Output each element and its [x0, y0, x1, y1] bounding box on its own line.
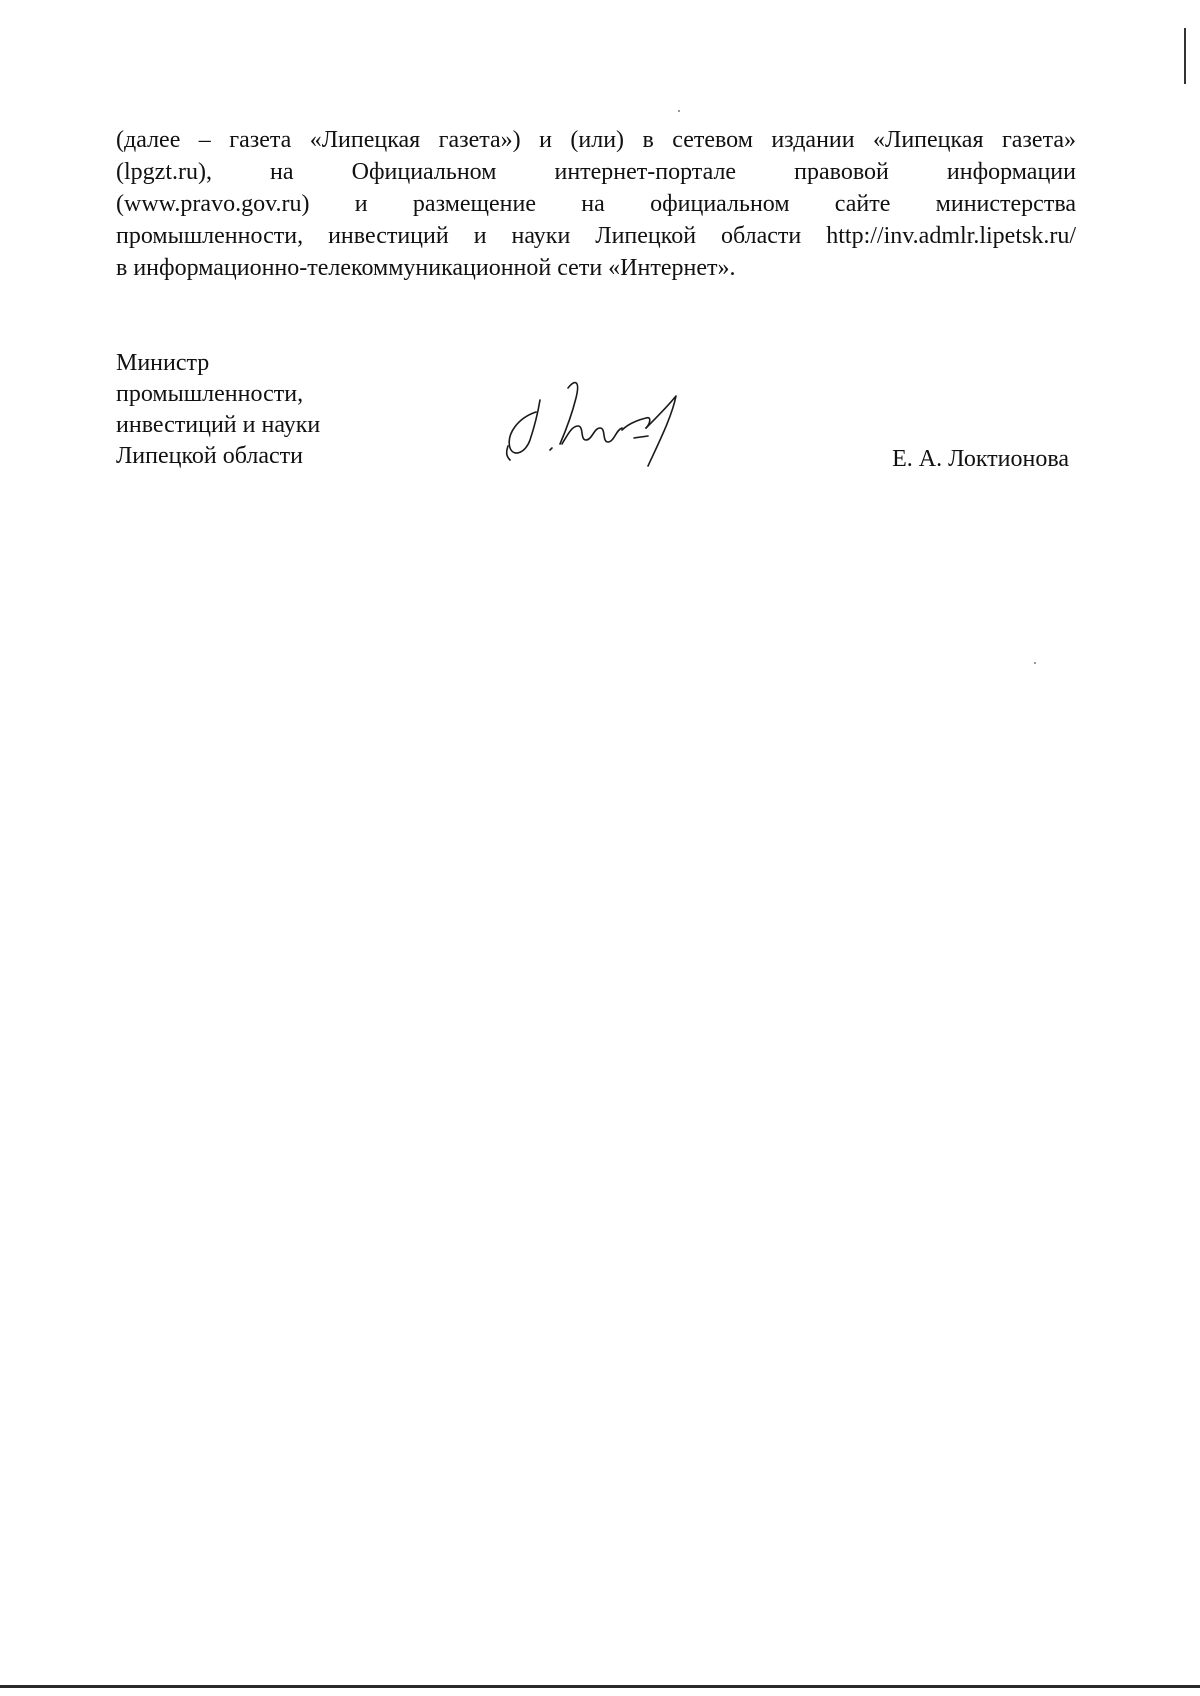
signature-icon [496, 368, 696, 478]
signature-stroke [634, 436, 648, 438]
signature-stroke [562, 426, 622, 444]
signature-stroke [560, 383, 578, 444]
signer-title-line: промышленности, [116, 381, 304, 407]
scan-speck [678, 110, 680, 112]
paragraph-line: (lpgzt.ru), на Официальном интернет-портале правовой информации [116, 159, 1076, 185]
signer-title [116, 348, 320, 472]
signature-stroke [509, 400, 540, 453]
signature-block [116, 348, 1076, 488]
signature-stroke [646, 396, 676, 466]
paragraph-line: (далее – газета «Липецкая газета») и (или) в сетевом издании «Липецкая газета» [116, 127, 1076, 153]
signer-title-line: Липецкой области [116, 443, 303, 469]
body-paragraph [116, 124, 1076, 284]
signature-stroke [550, 448, 552, 450]
paragraph-line: промышленности, инвестиций и науки Липецкой области http://inv.admlr.lipetsk.ru/ [116, 223, 1076, 249]
signer-title-line: Министр [116, 350, 210, 376]
paragraph-line: (www.pravo.gov.ru) и размещение на официальном сайте министерства [116, 191, 1076, 217]
scan-speck [1034, 662, 1036, 664]
signer-title-line: инвестиций и науки [116, 412, 321, 438]
signer-name: Е. А. Локтионова [892, 446, 1069, 472]
paragraph-line: в информационно-телекоммуникационной сети «Интернет». [116, 255, 736, 281]
scan-bottom-edge [0, 1685, 1200, 1688]
scan-edge-mark [1184, 28, 1186, 84]
